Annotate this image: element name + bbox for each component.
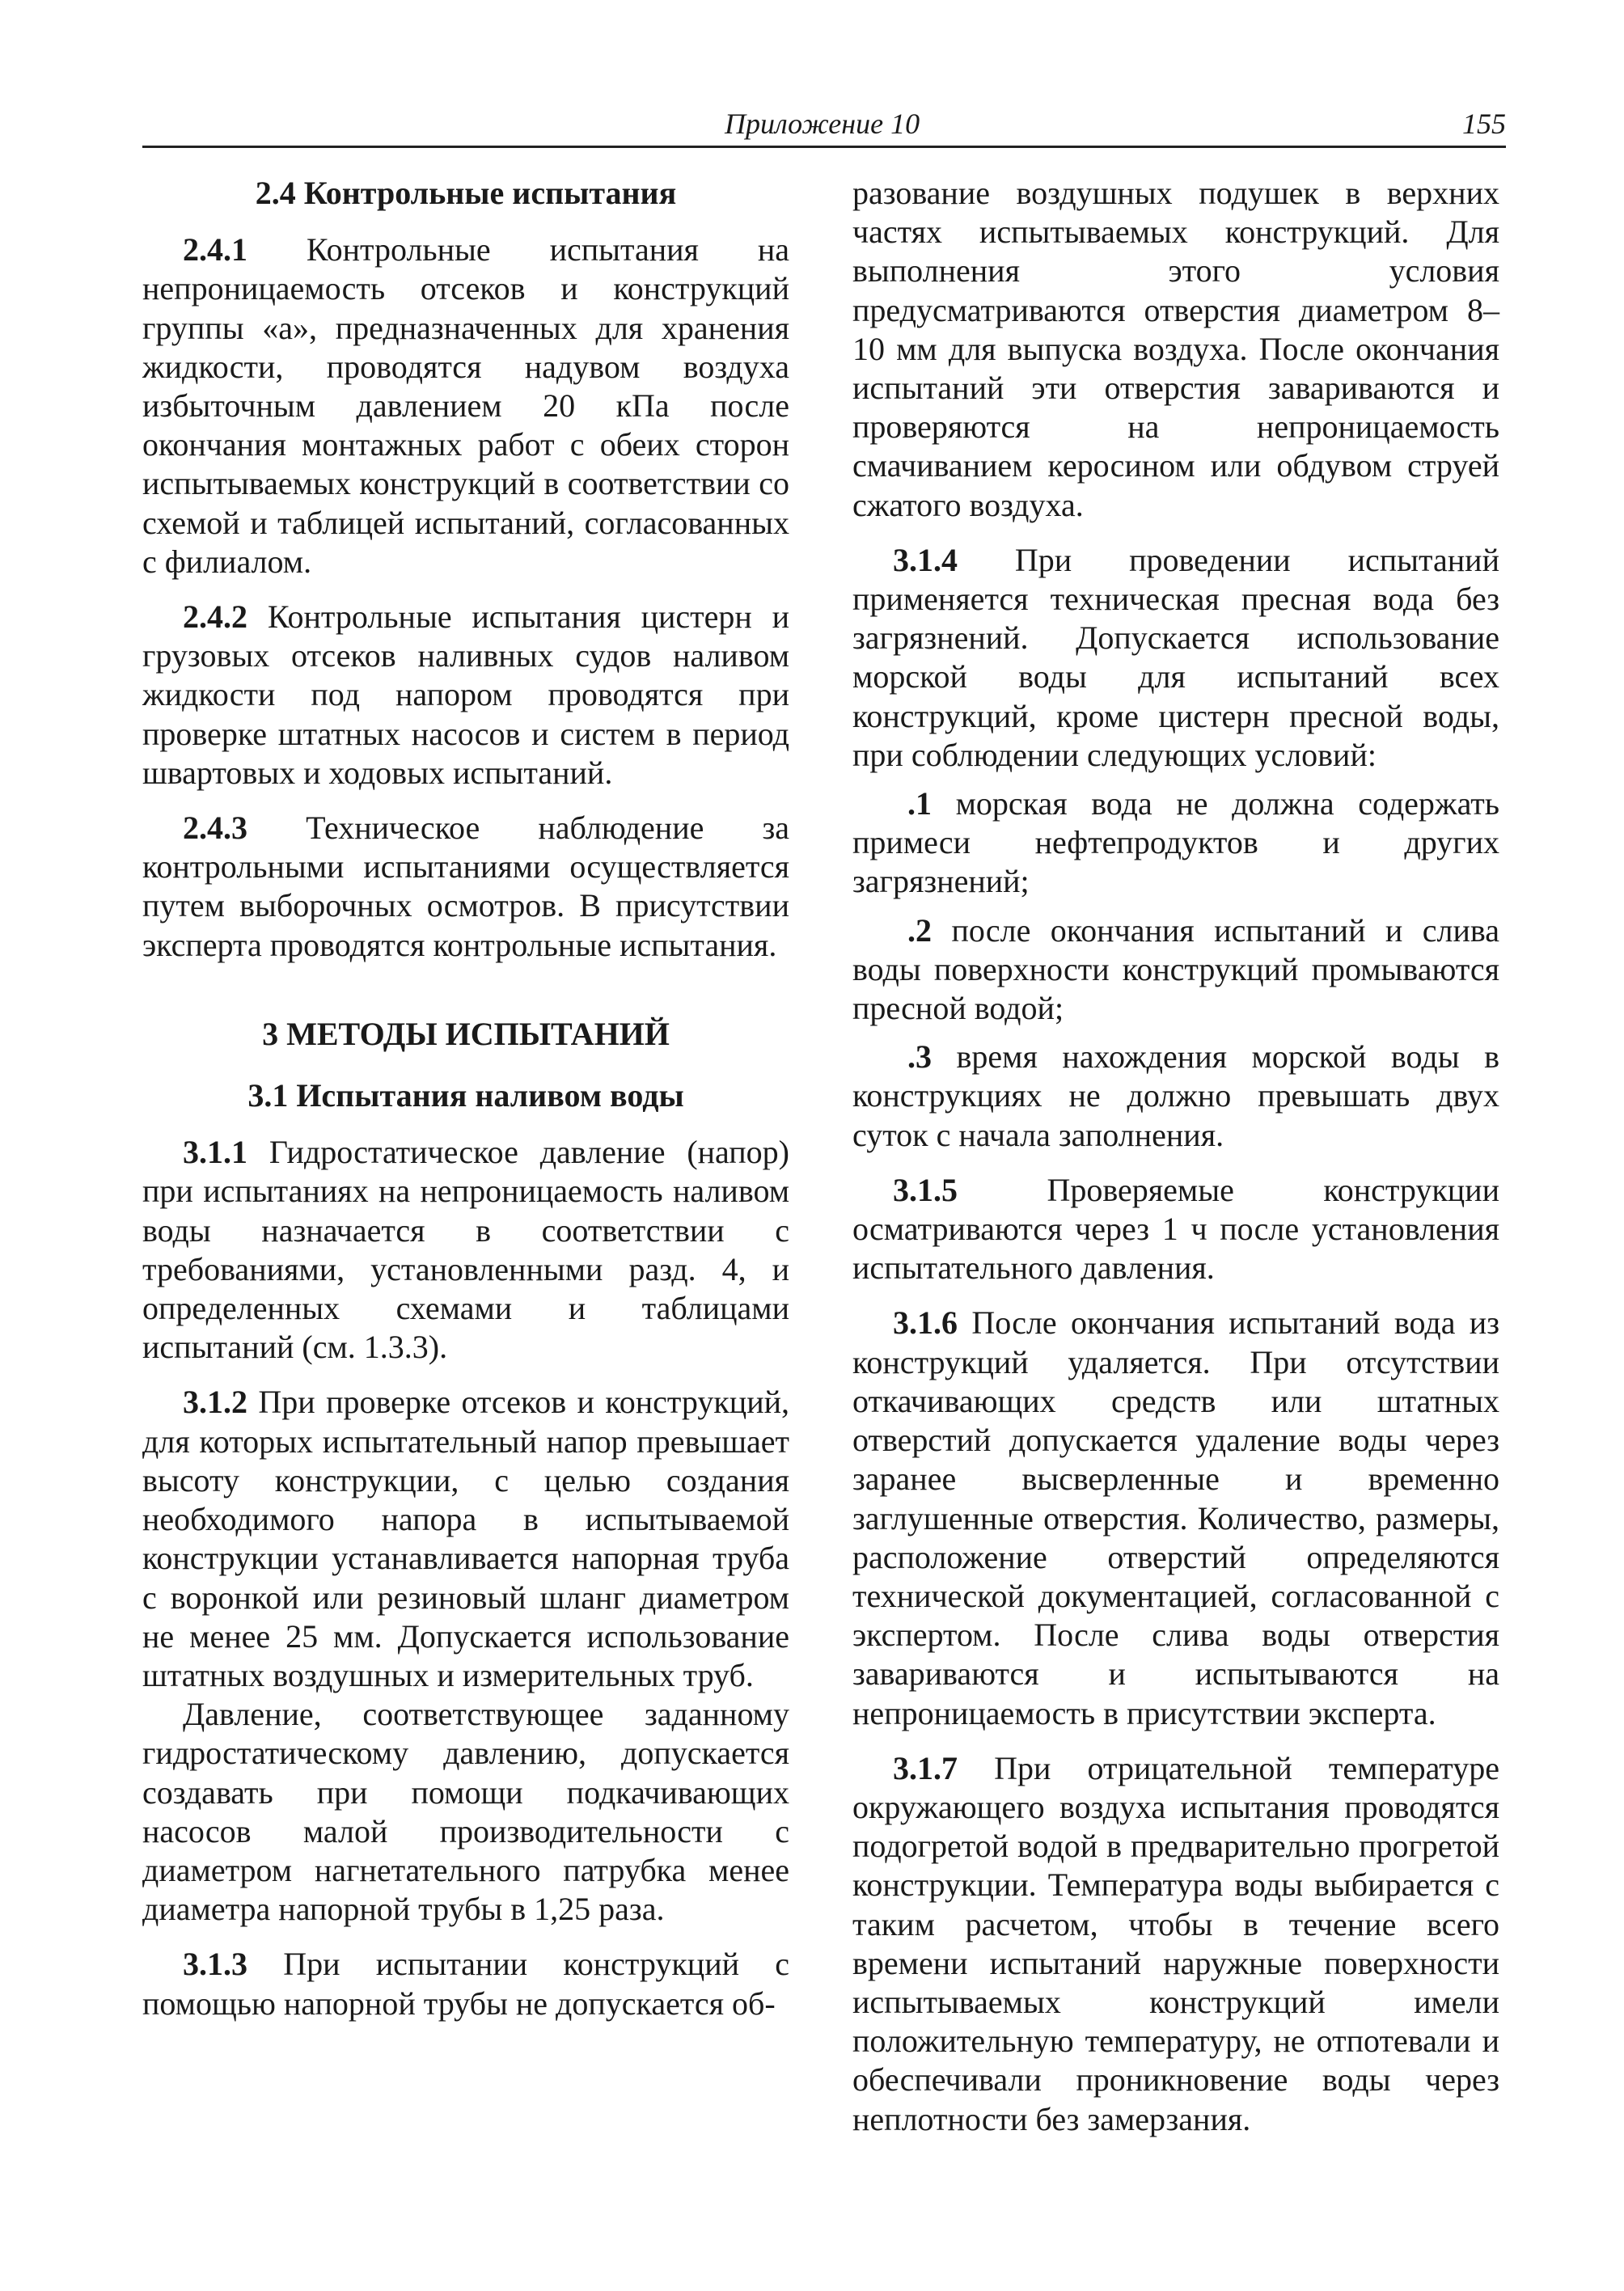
paragraph-2-4-2 (142, 598, 789, 793)
item-number: .2 (907, 911, 932, 949)
paragraph-2-4-3 (142, 809, 789, 965)
clause-text: При проведении испытаний применяется техническая пресная вода без загрязнений. Допускается использование морской воды для испытаний всех конструкций, кроме цистерн пресной воды, при соблюдении следующих условий: (852, 541, 1499, 773)
item-text: морская вода не должна содержать примеси нефтепродуктов и других загрязнений; (852, 785, 1500, 900)
list-item (852, 1038, 1499, 1155)
heading-section-3: 3 МЕТОДЫ ИСПЫТАНИЙ (262, 1015, 670, 1052)
right-column (852, 174, 1499, 2139)
paragraph-3-1-2-continued: Давление, соответствующее заданному гидростатическому давлению, допускается создавать при помощи подкачивающих насосов малой производительности с диаметром нагнетательного патрубка менее диаметра напорной трубы в 1,25 раза. (142, 1696, 789, 1928)
paragraph-3-1-5 (852, 1171, 1499, 1288)
left-column (142, 174, 789, 2023)
clause-number: 2.4.3 (183, 809, 247, 847)
item-number: .1 (907, 785, 932, 822)
clause-text: Проверяемые конструкции осматриваются через 1 ч после установления испытательного давления. (852, 1171, 1500, 1287)
clause-number: 3.1.6 (893, 1304, 958, 1342)
clause-number: 3.1.7 (893, 1749, 958, 1786)
clause-number: 3.1.5 (893, 1171, 958, 1208)
clause-text: При отрицательной температуре окружающего воздуха испытания проводятся подогретой водой в предварительно прогретой конструкции. Температура воды выбирается с таким расчетом, чтобы в течение всего времени испытаний наружные поверхности испытываемых конструкций имели положительную температуру, не отпотевали и обеспечивали проникновение воды через неплотности без замерзания. (852, 1749, 1500, 2137)
clause-number: 3.1.2 (183, 1384, 247, 1421)
list-item (852, 784, 1499, 902)
page-number: 155 (1462, 108, 1506, 140)
paragraph-3-1-4 (852, 541, 1499, 775)
paragraph-3-1-3-continued: разование воздушных подушек в верхних частях испытываемых конструкций. Для выполнения этого условия предусматриваются отверстия диаметром 8–10 мм для выпуска воздуха. После окончания испытаний эти отверстия завариваются и проверяются на непроницаемость смачиванием керосином или обдувом струей сжатого воздуха. (852, 175, 1499, 523)
clause-text: При проверке отсеков и конструкций, для которых испытательный напор превышает высоту конструкции, с целью создания необходимого напора в испытываемой конструкции устанавливается напорная труба с воронкой или резиновый шланг диаметром не менее 25 мм. Допускается использование штатных воздушных и измерительных труб. (142, 1384, 790, 1693)
clause-text: Гидростатическое давление (напор) при испытаниях на непроницаемость наливом воды назначается в соответствии с требованиями, установленными разд. 4, и определенных схемами и таблицами испытаний (см. 1.3.3). (142, 1134, 789, 1366)
paragraph-2-4-1 (142, 230, 789, 581)
list-item (852, 911, 1499, 1029)
running-title: Приложение 10 (725, 108, 920, 140)
clause-text: При испытании конструкций с помощью напорной трубы не допускается об- (142, 1946, 789, 2022)
paragraph-3-1-6 (852, 1304, 1499, 1732)
clause-text: Контрольные испытания на непроницаемость отсеков и конструкций группы «а», предназначенных для хранения жидкости, проводятся надувом воздуха избыточным давлением 20 кПа после окончания монтажных работ с обеих сторон испытываемых конструкций в соответствии со схемой и таблицей испытаний, согласованных с филиалом. (142, 231, 790, 580)
paragraph-3-1-1 (142, 1133, 789, 1367)
clause-text: После окончания испытаний вода из конструкций удаляется. При отсутствии откачивающих средств или штатных отверстий допускается удаление воды через заранее высверленные и временно заглушенные отверстия. Количество, размеры, расположение отверстий определяются технической документацией, согласованной с экспертом. После слива воды отверстия завариваются и испытываются на непроницаемость в присутствии эксперта. (852, 1304, 1500, 1731)
clause-text: Техническое наблюдение за контрольными испытаниями осуществляется путем выборочных осмотров. В присутствии эксперта проводятся контрольные испытания. (142, 809, 789, 963)
clause-number: 3.1.3 (183, 1946, 247, 1983)
heading-3-1: 3.1 Испытания наливом воды (247, 1077, 684, 1114)
item-text: после окончания испытаний и слива воды поверхности конструкций промываются пресной водой; (852, 911, 1500, 1027)
clause-number: 2.4.1 (183, 231, 247, 268)
paragraph-3-1-7 (852, 1749, 1499, 2139)
heading-2-4: 2.4 Контрольные испытания (255, 175, 677, 211)
item-number: .3 (907, 1038, 932, 1076)
clause-number: 3.1.1 (183, 1134, 247, 1171)
paragraph-3-1-2 (142, 1383, 789, 1695)
paragraph-3-1-3 (142, 1945, 789, 2023)
clause-number: 3.1.4 (893, 541, 958, 578)
clause-number: 2.4.2 (183, 598, 247, 636)
item-text: время нахождения морской воды в конструкциях не должно превышать двух суток с начала заполнения. (852, 1038, 1500, 1153)
page-header (142, 104, 1506, 148)
clause-text: Контрольные испытания цистерн и грузовых отсеков наливных судов наливом жидкости под напором проводятся при проверке штатных насосов и систем в период швартовых и ходовых испытаний. (142, 598, 789, 791)
